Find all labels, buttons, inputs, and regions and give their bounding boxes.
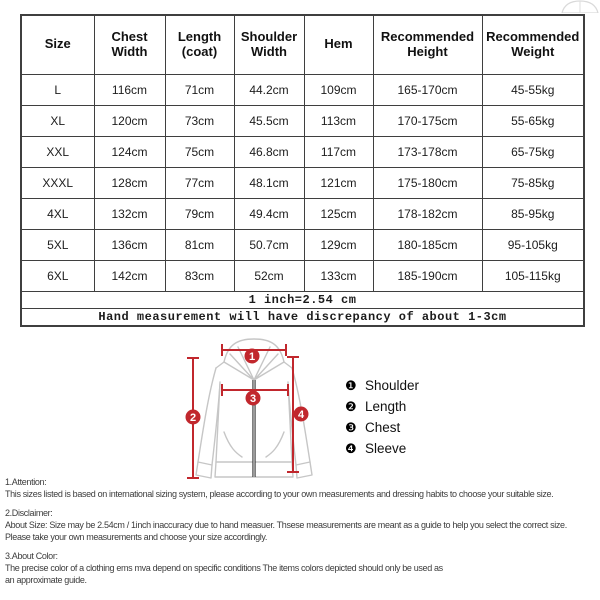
table-cell: 170-175cm xyxy=(373,105,482,136)
table-cell: 136cm xyxy=(94,229,165,260)
table-cell: 173-178cm xyxy=(373,136,482,167)
table-cell: 85-95kg xyxy=(482,198,584,229)
table-cell: 120cm xyxy=(94,105,165,136)
table-cell: 4XL xyxy=(21,198,94,229)
table-cell: 175-180cm xyxy=(373,167,482,198)
table-cell: 142cm xyxy=(94,260,165,291)
circled-2-icon: ❷ xyxy=(345,398,357,414)
table-cell: 5XL xyxy=(21,229,94,260)
table-cell: 75-85kg xyxy=(482,167,584,198)
legend-item-shoulder xyxy=(345,375,419,396)
table-cell: 121cm xyxy=(304,167,373,198)
table-note-row xyxy=(21,291,584,308)
legend-item-chest xyxy=(345,417,419,438)
legend-label: Chest xyxy=(365,420,401,435)
about-color-text-line: an approximate guide. xyxy=(5,575,87,585)
table-cell: 185-190cm xyxy=(373,260,482,291)
table-cell: 180-185cm xyxy=(373,229,482,260)
table-cell: 132cm xyxy=(94,198,165,229)
header-row xyxy=(21,15,584,74)
table-cell: 45-55kg xyxy=(482,74,584,105)
table-cell: 52cm xyxy=(234,260,304,291)
column-header: Recommended Weight xyxy=(482,15,584,74)
circled-4-icon: ❹ xyxy=(345,440,357,456)
disclaimer-text-line: About Size: Size may be 2.54cm / 1inch inaccuracy due to hand measuer. Thsese measurements are meant as a guide to help you select the correct size. xyxy=(5,520,567,530)
marker-1-number: 1 xyxy=(248,351,256,363)
attention-section xyxy=(5,476,600,500)
inch-conversion-note: 1 inch=2.54 cm xyxy=(21,291,584,308)
table-row xyxy=(21,74,584,105)
size-chart-table xyxy=(20,14,585,327)
table-row xyxy=(21,136,584,167)
table-cell: 75cm xyxy=(165,136,234,167)
table-cell: 44.2cm xyxy=(234,74,304,105)
table-cell: 124cm xyxy=(94,136,165,167)
table-cell: 55-65kg xyxy=(482,105,584,136)
table-row xyxy=(21,198,584,229)
table-row xyxy=(21,260,584,291)
column-header: Length (coat) xyxy=(165,15,234,74)
table-cell: 129cm xyxy=(304,229,373,260)
table-note-row xyxy=(21,308,584,326)
measurement-legend xyxy=(345,375,419,459)
about-color-section xyxy=(5,550,600,586)
circled-1-icon: ❶ xyxy=(345,377,357,393)
marker-3-number: 3 xyxy=(249,393,257,405)
table-cell: 128cm xyxy=(94,167,165,198)
table-cell: 50.7cm xyxy=(234,229,304,260)
table-cell: 133cm xyxy=(304,260,373,291)
table-row xyxy=(21,105,584,136)
corner-thumbnail xyxy=(556,0,600,13)
footnotes xyxy=(5,476,600,593)
table-cell: 83cm xyxy=(165,260,234,291)
table-cell: 6XL xyxy=(21,260,94,291)
table-cell: XXL xyxy=(21,136,94,167)
column-header: Size xyxy=(21,15,94,74)
table-cell: 49.4cm xyxy=(234,198,304,229)
table-cell: XL xyxy=(21,105,94,136)
table-cell: 117cm xyxy=(304,136,373,167)
measurement-lines xyxy=(187,344,299,478)
legend-label: Sleeve xyxy=(365,441,407,456)
table-row xyxy=(21,167,584,198)
table-cell: 178-182cm xyxy=(373,198,482,229)
table-cell: 105-115kg xyxy=(482,260,584,291)
circled-3-icon: ❸ xyxy=(345,419,357,435)
table-cell: 71cm xyxy=(165,74,234,105)
table-cell: 125cm xyxy=(304,198,373,229)
table-row xyxy=(21,229,584,260)
marker-2-number: 2 xyxy=(189,412,197,424)
table-cell: 165-170cm xyxy=(373,74,482,105)
disclaimer-heading: 2.Disclaimer: xyxy=(5,508,53,518)
disclaimer-text-line: Please take your own measurements and choose your size accordingly. xyxy=(5,532,268,542)
table-cell: 79cm xyxy=(165,198,234,229)
about-color-heading: 3.About Color: xyxy=(5,551,58,561)
column-header: Chest Width xyxy=(94,15,165,74)
column-header: Recommended Height xyxy=(373,15,482,74)
table-cell: 48.1cm xyxy=(234,167,304,198)
table-cell: XXXL xyxy=(21,167,94,198)
table-cell: 95-105kg xyxy=(482,229,584,260)
legend-label: Shoulder xyxy=(365,378,420,393)
table-cell: 77cm xyxy=(165,167,234,198)
marker-4-number: 4 xyxy=(297,409,305,421)
table-cell: 73cm xyxy=(165,105,234,136)
column-header: Hem xyxy=(304,15,373,74)
disclaimer-section xyxy=(5,507,600,543)
attention-heading: 1.Attention: xyxy=(5,477,47,487)
about-color-text-line: The precise color of a clothing ems mva depend on specific conditions The items colors depicted should only be used as xyxy=(5,563,443,573)
table-cell: 116cm xyxy=(94,74,165,105)
table-cell: 46.8cm xyxy=(234,136,304,167)
table-cell: 109cm xyxy=(304,74,373,105)
table-cell: 113cm xyxy=(304,105,373,136)
measurement-discrepancy-note: Hand measurement will have discrepancy of about 1-3cm xyxy=(21,308,584,326)
attention-text: This sizes listed is based on international sizing system, please according to your own measurements and dressing habits to choose your suitable size. xyxy=(5,489,554,499)
legend-label: Length xyxy=(365,399,407,414)
column-header: Shoulder Width xyxy=(234,15,304,74)
jacket-measurement-diagram xyxy=(158,334,350,484)
table-cell: 45.5cm xyxy=(234,105,304,136)
table-cell: 81cm xyxy=(165,229,234,260)
table-cell: L xyxy=(21,74,94,105)
legend-item-sleeve xyxy=(345,438,419,459)
table-cell: 65-75kg xyxy=(482,136,584,167)
legend-item-length xyxy=(345,396,419,417)
